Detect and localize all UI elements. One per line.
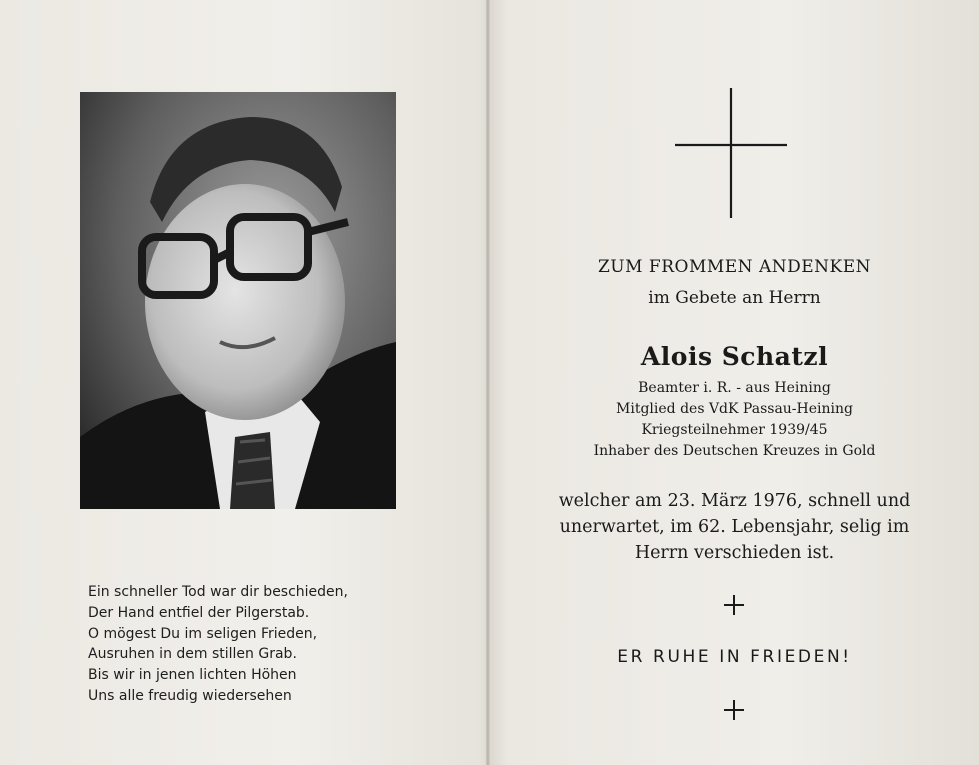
- death-notice-line: unerwartet, im 62. Lebensjahr, selig im: [559, 517, 910, 537]
- subheading: im Gebete an Herrn: [648, 288, 821, 308]
- poem-line: Ein schneller Tod war dir beschieden,: [88, 584, 348, 600]
- small-cross-icon: [723, 699, 745, 721]
- poem-line: Der Hand entfiel der Pilgerstab.: [88, 604, 310, 621]
- biography: [490, 378, 979, 462]
- death-notice-line: Herrn verschieden ist.: [634, 543, 835, 563]
- biography-line: Kriegsteilnehmer 1939/45: [641, 422, 828, 438]
- latin-cross-icon: [675, 88, 787, 222]
- portrait-photo: [80, 92, 396, 509]
- biography-line: Mitglied des VdK Passau-Heining: [616, 401, 853, 417]
- poem-line: Ausruhen in dem stillen Grab.: [88, 646, 297, 663]
- rest-in-peace: ER RUHE IN FRIEDEN!: [617, 647, 852, 667]
- poem-line: Uns alle freudig wiedersehen: [88, 687, 292, 704]
- death-notice-line: welcher am 23. März 1976, schnell und: [558, 491, 911, 511]
- death-notice: [490, 488, 979, 566]
- heading: ZUM FROMMEN ANDENKEN: [597, 257, 872, 277]
- small-cross-icon: [723, 594, 745, 616]
- poem-line: Bis wir in jenen lichten Höhen: [88, 667, 297, 684]
- biography-line: Beamter i. R. - aus Heining: [638, 380, 831, 396]
- biography-line: Inhaber des Deutschen Kreuzes in Gold: [593, 443, 876, 459]
- poem-line: O mögest Du im seligen Frieden,: [88, 625, 318, 642]
- memorial-poem: [88, 582, 348, 707]
- deceased-name: Alois Schatzl: [640, 342, 829, 371]
